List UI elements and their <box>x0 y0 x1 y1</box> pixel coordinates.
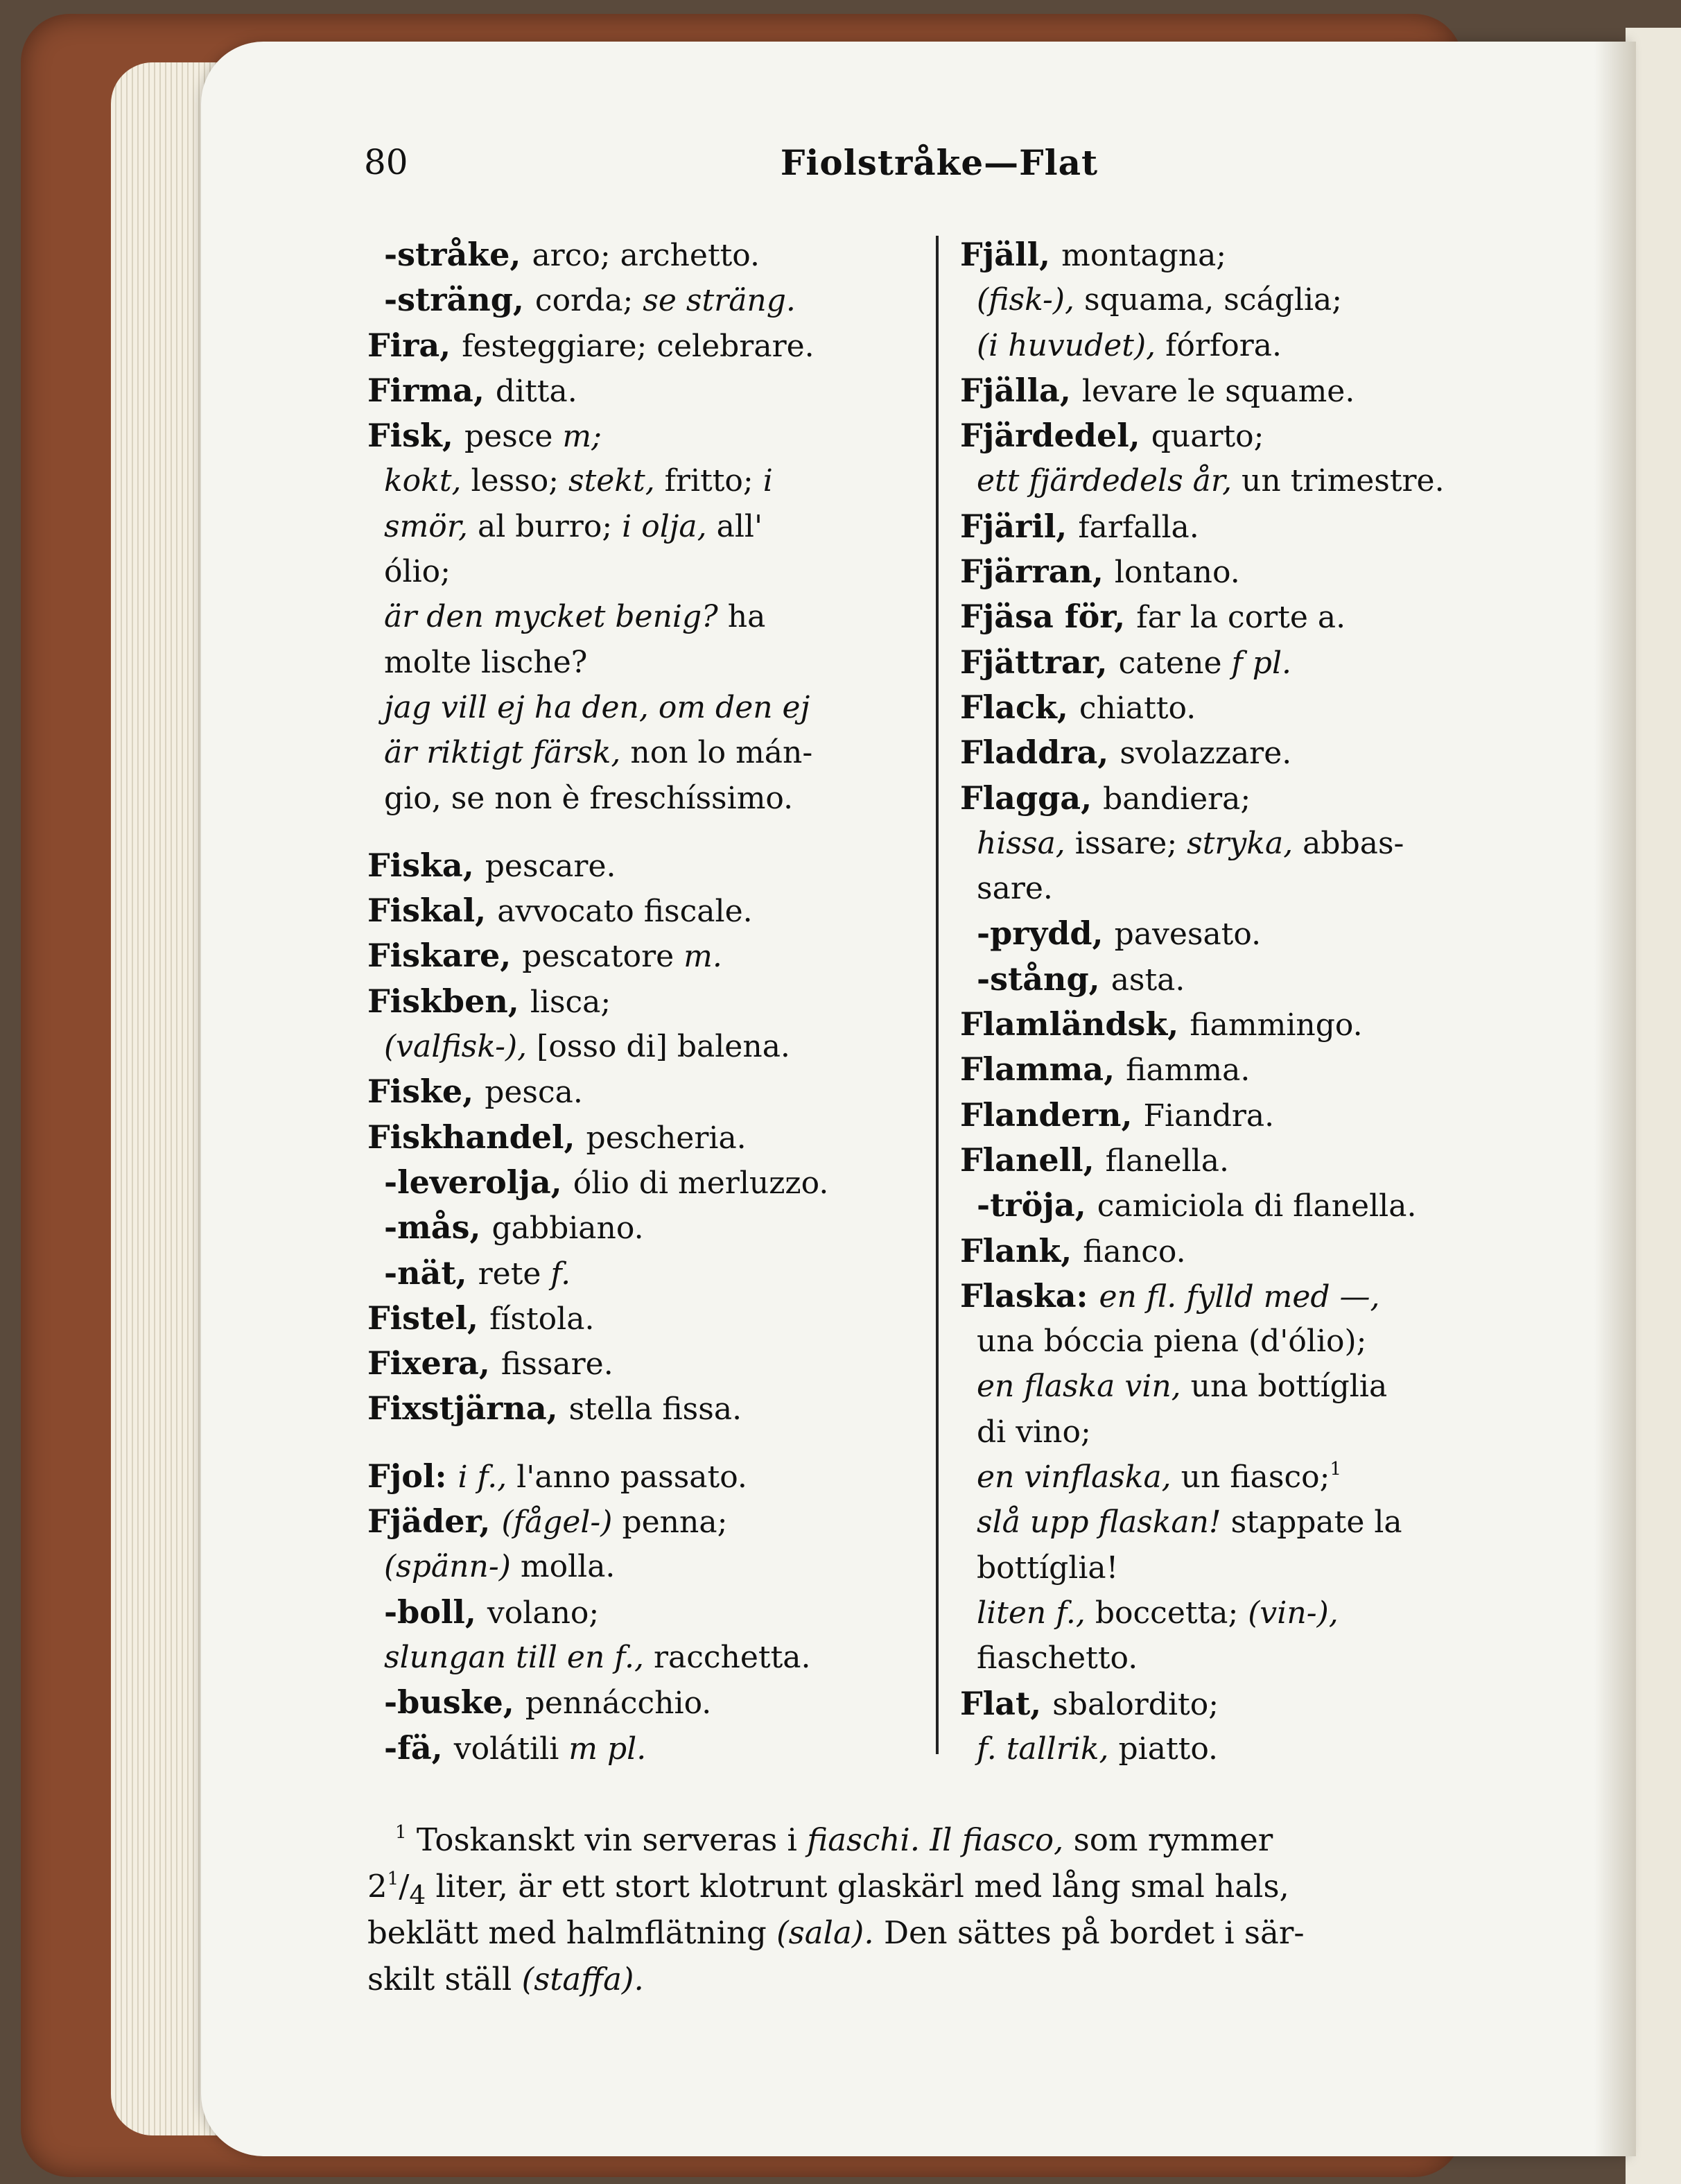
italic-text: en vinflaska, <box>977 1459 1181 1496</box>
entry-text: montagna; <box>1061 238 1227 273</box>
dictionary-entry-line <box>367 549 908 594</box>
dictionary-entry-line <box>960 1455 1515 1500</box>
entry-text: una bottíglia <box>1190 1369 1388 1405</box>
italic-text: m pl. <box>568 1731 647 1767</box>
italic-text: m; <box>562 419 602 455</box>
entry-text: fritto; <box>664 463 763 499</box>
headword: -leverolja, <box>384 1163 573 1201</box>
footnote <box>367 1817 1518 2002</box>
entry-text: pescheria. <box>586 1120 747 1156</box>
entry-text: lesso; <box>471 463 569 499</box>
entry-text: squama, scáglia; <box>1084 282 1343 318</box>
italic-text: är riktigt färsk, <box>384 735 631 771</box>
headword: -tröja, <box>977 1186 1097 1224</box>
dictionary-entry-line <box>367 504 908 549</box>
headword: Fistel, <box>367 1299 490 1337</box>
entry-text: 2 <box>367 1868 387 1905</box>
entry-text: liter, är ett stort klotrunt glaskärl med lång smal hals, <box>426 1868 1289 1905</box>
dictionary-entry-line <box>367 1499 908 1544</box>
headword: -nät, <box>384 1254 478 1292</box>
dictionary-entry-line <box>960 1364 1515 1409</box>
italic-text: stekt, <box>568 463 665 499</box>
entry-text: ditta. <box>495 373 577 409</box>
entry-text: bottíglia! <box>977 1550 1119 1586</box>
entry-text: fiammingo. <box>1190 1007 1363 1043</box>
entry-text: ólio; <box>384 554 451 590</box>
entry-text: volano; <box>487 1595 600 1631</box>
footnote-line <box>367 1909 1518 1956</box>
entry-text: di vino; <box>977 1414 1091 1450</box>
italic-text: stryka, <box>1187 825 1303 861</box>
italic-text: i olja, <box>622 508 717 544</box>
page-gutter <box>1594 42 1636 2156</box>
headword: Flaska: <box>960 1276 1099 1315</box>
headword: Fjäril, <box>960 507 1079 545</box>
entry-text: ólio di merluzzo. <box>573 1165 829 1201</box>
dictionary-entry-line <box>960 504 1515 549</box>
entry-text: asta. <box>1110 962 1185 998</box>
dictionary-entry-line <box>960 1500 1515 1545</box>
italic-text: en flaska vin, <box>977 1369 1191 1405</box>
italic-text: i <box>763 463 773 499</box>
left-column <box>367 232 908 1771</box>
entry-text: sbalordito; <box>1052 1686 1219 1722</box>
dictionary-entry-line <box>960 1319 1515 1364</box>
italic-text: (spänn-) <box>384 1549 521 1585</box>
entry-gap <box>367 1432 908 1454</box>
headword: -boll, <box>384 1593 487 1631</box>
headword: Fjärdedel, <box>960 417 1151 455</box>
entry-text: corda; <box>534 283 643 319</box>
headword: Fiska, <box>367 846 485 884</box>
dictionary-entry-line <box>367 1251 908 1296</box>
dictionary-entry-line <box>367 1590 908 1635</box>
headword: Flamma, <box>960 1050 1126 1089</box>
headword: Fjättrar, <box>960 643 1119 681</box>
headword: Fixera, <box>367 1344 501 1383</box>
dictionary-entry-line <box>367 458 908 503</box>
entry-text: gabbiano. <box>491 1211 644 1247</box>
headword: Fjärran, <box>960 553 1115 591</box>
headword: Fjäsa för, <box>960 598 1137 636</box>
dictionary-entry-line <box>960 458 1515 503</box>
entry-text: fiamma. <box>1126 1052 1251 1089</box>
entry-text: fórfora. <box>1165 327 1282 363</box>
entry-text: festeggiare; celebrare. <box>462 328 815 364</box>
footnote-line <box>367 1817 1518 1863</box>
page-number: 80 <box>364 142 408 182</box>
dictionary-entry-line <box>367 776 908 821</box>
headword: Fiskhandel, <box>367 1118 586 1156</box>
dictionary-entry-line <box>367 1205 908 1250</box>
italic-text: hissa, <box>977 825 1075 861</box>
dictionary-entry-line <box>960 685 1515 730</box>
entry-text: pennácchio. <box>525 1685 712 1722</box>
entry-text: al burro; <box>477 508 622 544</box>
entry-text: non lo mán- <box>630 735 813 771</box>
dictionary-entry-line <box>960 1093 1515 1138</box>
dictionary-entry-line <box>960 1274 1515 1319</box>
italic-text: m. <box>683 939 722 975</box>
entry-text: fístola. <box>489 1301 595 1337</box>
entry-text: gio, se non è freschíssimo. <box>384 780 794 816</box>
dictionary-entry-line <box>367 323 908 368</box>
dictionary-entry-line <box>367 1726 908 1771</box>
entry-text: 1 <box>387 1869 399 1889</box>
entry-text: rete <box>478 1256 551 1292</box>
dictionary-entry-line <box>960 911 1515 956</box>
entry-text: flanella. <box>1105 1143 1229 1179</box>
italic-text: se sträng. <box>643 283 796 319</box>
dictionary-entry-line <box>960 1410 1515 1455</box>
italic-text: (valfisk-), <box>384 1029 537 1065</box>
dictionary-entry-line <box>367 368 908 413</box>
entry-text: stappate la <box>1230 1505 1402 1541</box>
italic-text: slå upp flaskan! <box>977 1505 1231 1541</box>
headword: Fjälla, <box>960 371 1082 409</box>
headword: -prydd, <box>977 915 1115 953</box>
entry-text: boccetta; <box>1095 1595 1248 1631</box>
headword: Fiskben, <box>367 982 530 1020</box>
entry-gap <box>367 821 908 843</box>
dictionary-entry-line <box>960 1636 1515 1681</box>
dictionary-entry-line <box>960 866 1515 911</box>
entry-text: pesca. <box>485 1075 583 1111</box>
headword: -stråke, <box>384 236 532 273</box>
entry-text: 1 <box>395 1822 407 1843</box>
italic-text: slungan till en f., <box>384 1639 654 1675</box>
entry-text: un fiasco; <box>1181 1459 1330 1496</box>
entry-text: fiaschetto. <box>977 1640 1138 1676</box>
entry-text: un trimestre. <box>1242 463 1445 499</box>
entry-text: beklätt med halmflätning <box>367 1914 777 1951</box>
entry-text: issare; <box>1074 825 1187 861</box>
footnote-line <box>367 1863 1518 1909</box>
entry-text: arco; archetto. <box>532 238 760 273</box>
entry-text: lontano. <box>1114 555 1240 591</box>
dictionary-entry-line <box>960 1047 1515 1092</box>
headword: -fä, <box>384 1728 454 1767</box>
headword: Fiskal, <box>367 892 498 930</box>
headword: Fjäll, <box>960 236 1062 273</box>
italic-text: kokt, <box>384 463 471 499</box>
headword: Flandern, <box>960 1095 1144 1134</box>
italic-text: jag vill ej ha den, om den ej <box>384 689 810 725</box>
entry-text: som rymmer <box>1073 1821 1273 1858</box>
headword: Fisk, <box>367 417 464 455</box>
entry-text: abbas- <box>1303 825 1404 861</box>
dictionary-entry-line <box>960 1002 1515 1047</box>
entry-text: lisca; <box>530 984 611 1020</box>
dictionary-entry-line <box>367 730 908 775</box>
entry-text: una bóccia piena (d'ólio); <box>977 1324 1367 1360</box>
entry-text: pavesato. <box>1114 917 1262 953</box>
entry-text: skilt ställ <box>367 1961 522 1997</box>
running-head <box>364 142 1515 191</box>
italic-text: (fisk-), <box>977 282 1084 318</box>
dictionary-entry-line <box>960 323 1515 368</box>
headword: Fiskare, <box>367 937 523 975</box>
italic-text: f pl. <box>1231 645 1292 681</box>
entry-text: sare. <box>977 871 1053 907</box>
page-title: Fiolstråke—Flat <box>780 142 1099 183</box>
dictionary-entry-line <box>367 232 908 277</box>
dictionary-entry-line <box>960 640 1515 685</box>
headword: Fira, <box>367 326 462 364</box>
dictionary-entry-line <box>367 685 908 730</box>
entry-text: l'anno passato. <box>516 1459 747 1495</box>
entry-text: bandiera; <box>1103 781 1251 817</box>
entry-text: quarto; <box>1151 419 1264 455</box>
italic-text: (staffa). <box>521 1961 644 1997</box>
entry-text: 1 <box>1330 1459 1341 1480</box>
entry-text: fissare. <box>500 1346 613 1383</box>
dictionary-entry-line <box>960 776 1515 821</box>
italic-text: smör, <box>384 508 478 544</box>
headword: Flat, <box>960 1684 1053 1722</box>
italic-text: liten f., <box>977 1595 1095 1631</box>
dictionary-entry-line <box>960 1681 1515 1726</box>
dictionary-entry-line <box>960 413 1515 458</box>
footnote-line <box>367 1956 1518 2002</box>
entry-text: Fiandra. <box>1143 1098 1275 1134</box>
dictionary-entry-line <box>367 1115 908 1160</box>
dictionary-entry-line <box>367 1069 908 1114</box>
entry-text: camiciola di flanella. <box>1097 1188 1417 1224</box>
entry-text: fianco. <box>1083 1233 1186 1269</box>
dictionary-entry-line <box>367 843 908 888</box>
entry-text: levare le squame. <box>1081 373 1355 409</box>
headword: -sträng, <box>384 281 535 319</box>
dictionary-entry-line <box>960 957 1515 1002</box>
entry-text: molla. <box>520 1549 616 1585</box>
entry-text: stella fissa. <box>568 1392 742 1428</box>
entry-text: penna; <box>622 1505 728 1541</box>
dictionary-entry-line <box>367 933 908 978</box>
headword: Fiske, <box>367 1073 485 1111</box>
entry-text: piatto. <box>1118 1731 1219 1767</box>
entry-text: racchetta. <box>653 1639 811 1675</box>
headword: Fjäder, <box>367 1502 502 1541</box>
dictionary-entry-line <box>960 368 1515 413</box>
dictionary-entry-line <box>960 232 1515 277</box>
italic-text: en fl. fylld med —, <box>1099 1279 1380 1315</box>
dictionary-entry-line <box>367 979 908 1024</box>
dictionary-entry-line <box>367 1635 908 1680</box>
italic-text: ett fjärdedels år, <box>977 463 1242 499</box>
entry-text: pesce <box>464 419 563 455</box>
entry-text: catene <box>1118 645 1232 681</box>
headword: -mås, <box>384 1208 492 1247</box>
entry-text: 4 <box>409 1880 426 1910</box>
dictionary-entry-line <box>960 594 1515 639</box>
headword: Fixstjärna, <box>367 1389 569 1428</box>
headword: -buske, <box>384 1683 525 1722</box>
headword: Fjol: <box>367 1457 458 1495</box>
dictionary-entry-line <box>367 1544 908 1589</box>
dictionary-entry-line <box>367 1454 908 1499</box>
dictionary-entry-line <box>367 594 908 639</box>
entry-text: pescare. <box>485 848 616 884</box>
dictionary-entry-line <box>960 549 1515 594</box>
italic-text: (i huvudet), <box>977 327 1166 363</box>
italic-text: (sala). <box>776 1914 884 1951</box>
headword: -stång, <box>977 960 1111 998</box>
column-divider <box>936 236 939 1754</box>
dictionary-entry-line <box>367 1160 908 1205</box>
italic-text: (vin-), <box>1248 1595 1339 1631</box>
dictionary-entry-line <box>960 821 1515 866</box>
entry-text: pescatore <box>522 939 684 975</box>
italic-text: i f., <box>458 1459 517 1495</box>
headword: Flagga, <box>960 779 1104 817</box>
right-column <box>960 232 1515 1771</box>
entry-text: Den sättes på bordet i sär- <box>883 1914 1305 1951</box>
dictionary-entry-line <box>960 730 1515 775</box>
dictionary-entry-line <box>960 277 1515 322</box>
entry-text: [osso di] balena. <box>537 1029 790 1065</box>
headword: Flack, <box>960 688 1079 726</box>
dictionary-entry-line <box>367 1296 908 1341</box>
headword: Flank, <box>960 1231 1083 1269</box>
dictionary-entry-line <box>367 1386 908 1431</box>
italic-text: f. tallrik, <box>977 1731 1119 1767</box>
dictionary-entry-line <box>960 1138 1515 1183</box>
dictionary-entry-line <box>367 277 908 322</box>
entry-text: svolazzare. <box>1120 736 1292 772</box>
dictionary-entry-line <box>367 1024 908 1069</box>
italic-text: fiaschi. Il fiasco, <box>807 1821 1074 1858</box>
dictionary-entry-line <box>367 413 908 458</box>
dictionary-entry-line <box>960 1545 1515 1591</box>
entry-text: chiatto. <box>1079 690 1196 726</box>
entry-text: farfalla. <box>1078 509 1199 545</box>
dictionary-entry-line <box>367 1680 908 1725</box>
dictionary-entry-line <box>960 1229 1515 1274</box>
headword: Flamländsk, <box>960 1005 1190 1043</box>
dictionary-entry-line <box>367 888 908 933</box>
entry-text: molte lische? <box>384 644 588 680</box>
entry-text: volátili <box>453 1731 569 1767</box>
dictionary-entry-line <box>960 1726 1515 1771</box>
dictionary-entry-line <box>367 1341 908 1386</box>
entry-text: avvocato fiscale. <box>497 894 753 930</box>
entry-text: Toskanskt vin serveras i <box>406 1821 808 1858</box>
italic-text: f. <box>550 1256 571 1292</box>
italic-text: (fågel-) <box>501 1505 622 1541</box>
entry-text: far la corte a. <box>1136 600 1346 636</box>
entry-text: / <box>399 1868 410 1905</box>
headword: Flanell, <box>960 1141 1106 1179</box>
dictionary-entry-line <box>960 1183 1515 1228</box>
entry-text: all' <box>716 508 763 544</box>
entry-text: ha <box>727 599 766 635</box>
italic-text: är den mycket benig? <box>384 599 728 635</box>
headword: Fladdra, <box>960 734 1120 772</box>
dictionary-entry-line <box>367 640 908 685</box>
dictionary-entry-line <box>960 1591 1515 1636</box>
headword: Firma, <box>367 371 496 409</box>
